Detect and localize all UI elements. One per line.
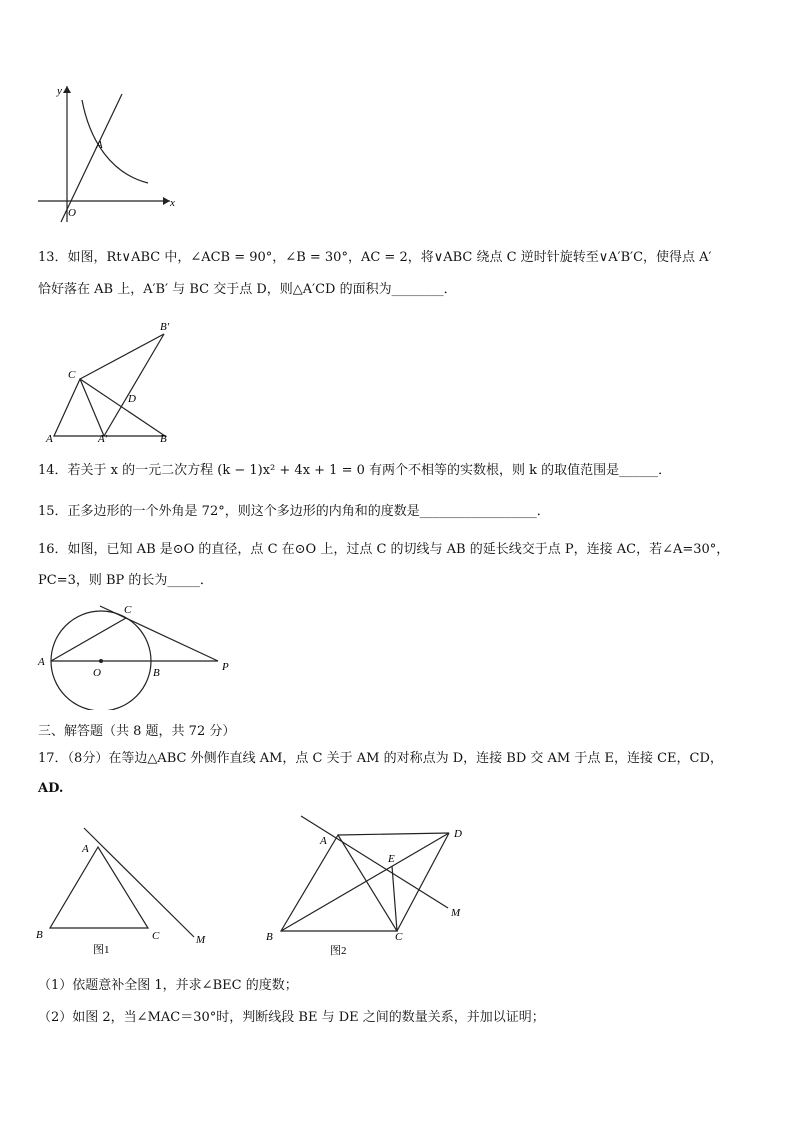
origin-label: O bbox=[68, 207, 76, 219]
label-d: D bbox=[454, 828, 462, 840]
label-d: D bbox=[128, 393, 136, 405]
label-o: O bbox=[93, 667, 101, 679]
label-b: B bbox=[266, 931, 273, 943]
label-a: A bbox=[82, 843, 89, 855]
label-a-prime: A′ bbox=[98, 433, 108, 445]
label-c: C bbox=[152, 930, 160, 942]
q15-text: 15．正多边形的一个外角是 72°，则这个多边形的内角和的度数是__________________． bbox=[38, 504, 550, 519]
label-m: M bbox=[196, 934, 206, 946]
q16-text-line1: 16．如图，已知 AB 是⊙O 的直径，点 C 在⊙O 上，过点 C 的切线与 AB 的延长线交于点 P，连接 AC，若∠A=30°， bbox=[38, 542, 730, 557]
label-b: B bbox=[153, 667, 160, 679]
figure-caption: 图2 bbox=[330, 945, 347, 957]
q17-text-line2: AD. bbox=[38, 781, 64, 796]
q13-figure bbox=[40, 318, 190, 448]
label-a: A bbox=[320, 835, 327, 847]
q17-sub1: （1）依题意补全图 1，并求∠BEC 的度数； bbox=[38, 978, 298, 993]
label-a: A bbox=[38, 656, 45, 668]
label-b-prime: B′ bbox=[160, 321, 170, 333]
label-b: B bbox=[36, 929, 43, 941]
q12-figure bbox=[30, 82, 190, 232]
q17-figure-1 bbox=[32, 822, 222, 962]
label-p: P bbox=[222, 661, 229, 673]
label-m: M bbox=[451, 907, 461, 919]
figure-caption: 图1 bbox=[93, 944, 110, 956]
y-axis-label: y bbox=[57, 85, 62, 97]
label-a: A bbox=[46, 433, 53, 445]
label-e: E bbox=[388, 853, 395, 865]
q17-figure-2 bbox=[262, 810, 482, 962]
q13-text-line1: 13．如图，Rt∨ABC 中，∠ACB = 90°，∠B = 30°，AC = 2，将∨ABC 绕点 C 逆时针旋转至∨A′B′C，使得点 A′ bbox=[38, 250, 712, 265]
label-c: C bbox=[124, 604, 132, 616]
q16-text-line2: PC=3，则 BP 的长为_____． bbox=[38, 573, 213, 588]
q13-text-line2: 恰好落在 AB 上，A′B′ 与 BC 交于点 D，则△A′CD 的面积为________． bbox=[38, 282, 457, 297]
label-c: C bbox=[68, 369, 76, 381]
q17-text-line1: 17．（8分）在等边△ABC 外侧作直线 AM，点 C 关于 AM 的对称点为 D，连接 BD 交 AM 于点 E，连接 CE，CD， bbox=[38, 751, 723, 766]
q14-text: 14．若关于 x 的一元二次方程 (k − 1)x² + 4x + 1 = 0 有两个不相等的实数根，则 k 的取值范围是______． bbox=[38, 463, 672, 478]
q16-figure bbox=[36, 600, 246, 710]
q17-sub2: （2）如图 2，当∠MAC＝30°时，判断线段 BE 与 DE 之间的数量关系，并加以证明； bbox=[38, 1010, 545, 1025]
x-axis-label: x bbox=[170, 197, 175, 209]
point-a-label: A bbox=[96, 139, 103, 151]
section-heading: 三、解答题（共 8 题，共 72 分） bbox=[38, 724, 236, 739]
label-b: B bbox=[160, 433, 167, 445]
label-c: C bbox=[395, 931, 403, 943]
